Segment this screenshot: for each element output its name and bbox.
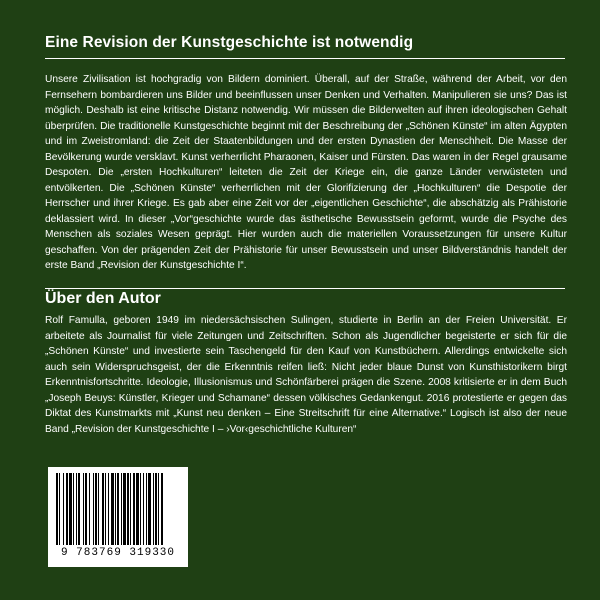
barcode-bar (117, 473, 119, 545)
barcode-bars (48, 467, 188, 549)
barcode-bar (69, 473, 72, 545)
barcode-bar (59, 473, 60, 545)
barcode-bar (95, 473, 97, 545)
section-text-author: Rolf Famulla, geboren 1949 im niedersächsischen Sulingen, studierte in Berlin an der Freien Universität. Er arbeitete als Journalist für viele Zeitungen und Zeitschriften. Schon als Jugendlicher begeisterte er sich für die „Schönen Künste“ und investierte sein Taschengeld für den Kauf von Kunstbüchern. Allerdings entwickelte sich auch sein Widerspruchsgeist, der die Erkenntnis reifen ließ: Nicht jeder blaue Dunst von Kunsthistorikern birgt Erkenntnisfortschritte. Ideologie, Illusionismus und Schönfärberei prägen die Szene. 2008 kritisierte er in dem Buch „Joseph Beuys: Künstler, Krieger und Schamane“ dessen völkisches Gedankengut. 2016 protestierte er gegen das Diktat des Kunstmarkts mit „Kunst neu denken – Eine Streitschrift für eine Alternative.“ Logisch ist also der neue Band „Revision der Kunstgeschichte I – ›Vor‹geschichtliche Kulturen“ (45, 315, 567, 435)
barcode-bar (143, 473, 144, 545)
barcode-bar (158, 473, 159, 545)
barcode-bar (121, 473, 122, 545)
barcode-bar (130, 473, 131, 545)
divider-top (45, 58, 565, 59)
section-title-author: Über den Autor (45, 290, 161, 307)
isbn-number: 9 783769 319330 (48, 547, 188, 559)
barcode-bar (133, 473, 135, 545)
barcode-bar (63, 473, 64, 545)
barcode-bar (93, 473, 94, 545)
barcode-bar (102, 473, 104, 545)
barcode-bar (111, 473, 114, 545)
barcode-bar (153, 473, 154, 545)
barcode-bar (66, 473, 68, 545)
barcode-bar (140, 473, 141, 545)
barcode-bar (161, 473, 163, 545)
barcode-bar (83, 473, 84, 545)
barcode-bar (98, 473, 99, 545)
barcode-bar (73, 473, 74, 545)
divider-middle (45, 288, 565, 289)
barcode-bar (85, 473, 87, 545)
barcode-bar (89, 473, 90, 545)
barcode-bar (76, 473, 77, 545)
barcode-bar (123, 473, 126, 545)
barcode-bar (56, 473, 58, 545)
barcode-bar (78, 473, 80, 545)
section-title-revision: Eine Revision der Kunstgeschichte ist notwendig (45, 34, 414, 51)
barcode-bar (127, 473, 129, 545)
section-text-revision: Unsere Zivilisation ist hochgradig von Bildern dominiert. Überall, auf der Straße, während der Arbeit, vor den Fernsehern bombardieren uns Bilder und beeinflussen unser Denken und Verhalten. Manipulieren sie uns? Das ist möglich. Deshalb ist eine kritische Distanz notwendig. Wir müssen die Bilderwelten auf ihren ideologischen Gehalt überprüfen. Die traditionelle Kunstgeschichte beginnt mit der Beschreibung der „Schönen Künste“ im alten Ägypten und im Zweistromland: die Zeit der Staatenbildungen und der ersten Dynastien der Menschheit. Die Masse der Bevölkerung wurde versklavt. Kunst verherrlicht Pharaonen, Kaiser und Fürsten. Das waren in der Regel grausame Despoten. Die „ersten Hochkulturen“ leiteten die Zeit der Kriege ein, die ganze Länder verwüsteten und entvölkerten. Die „Schönen Künste“ verherrlichen mit der Glorifizierung der „Hochkulturen“ die Despotie der Herrscher und ihrer Kriege. Es gab aber eine Zeit vor der „eigentlichen Geschichte“, die abschätzig als Prähistorie deklassiert wird. In dieser „Vor“geschichte wurde das ästhetische Bewusstsein geformt, wurde die Psyche des Menschen als soziales Wesen geprägt. Hier wurden auch die materiellen Voraussetzungen für unsere Kultur geschaffen. Von der prägenden Zeit der Prähistorie für unser Bewusstsein und unser Bildverständnis handelt der erste Band „Revision der Kunstgeschichte I“. (45, 74, 567, 271)
barcode-bar (136, 473, 139, 545)
barcode-bar (148, 473, 151, 545)
isbn-barcode (48, 467, 188, 567)
barcode-bar (155, 473, 157, 545)
barcode-bar (115, 473, 116, 545)
barcode-bar (108, 473, 109, 545)
barcode-bar (105, 473, 106, 545)
barcode-bar (146, 473, 147, 545)
